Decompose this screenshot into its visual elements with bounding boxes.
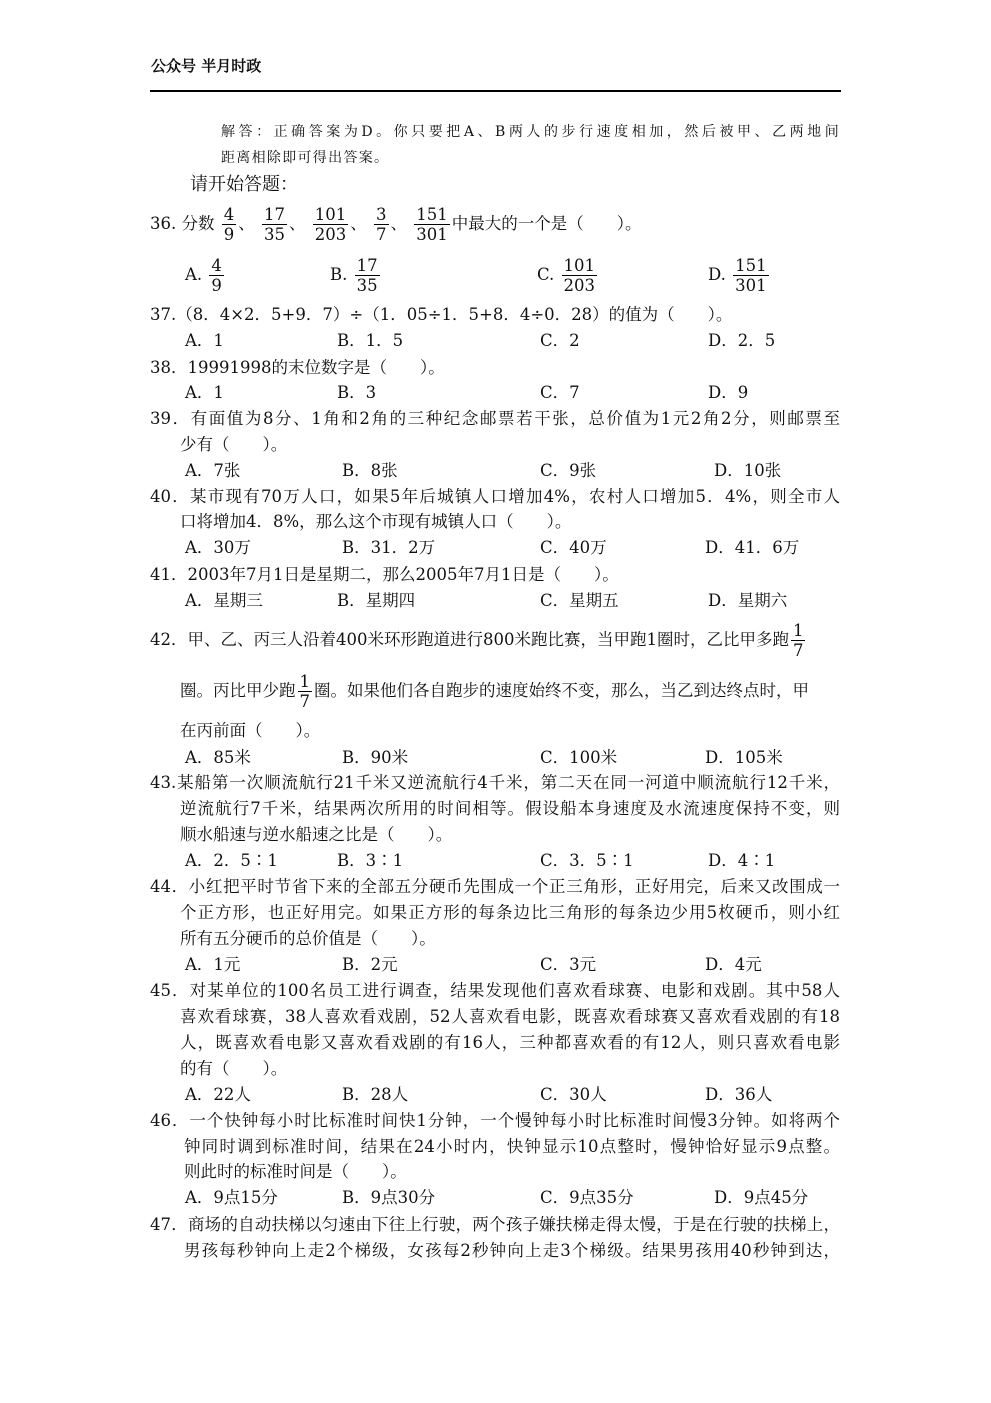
question-38: 38．19991998的末位数字是（ ）。 [150, 358, 445, 377]
question-44-cont: 所有五分硬币的总价值是（ ）。 [180, 929, 436, 948]
text-span [562, 256, 598, 295]
option-a[interactable]: A．30万 [185, 538, 251, 557]
question-39-cont: 少有（ ）。 [180, 435, 288, 454]
intro-text: 请开始答题： [190, 174, 298, 195]
numerator: 3 [376, 205, 387, 224]
option-d[interactable]: D．4∶1 [708, 851, 776, 870]
option-a[interactable]: A．22人 [185, 1085, 251, 1104]
text-span: A. [185, 265, 203, 284]
option-a[interactable] [185, 255, 226, 295]
text-span [355, 256, 380, 295]
option-b[interactable]: B．3∶1 [337, 851, 404, 870]
numerator: 101 [314, 205, 347, 224]
text-span: 、 [390, 214, 407, 233]
fraction [791, 621, 806, 660]
question-47: 47．商场的自动扶梯以匀速由下往上行驶，两个孩子嫌扶梯走得太慢，于是在行驶的扶梯上， [150, 1215, 840, 1234]
question-43-cont: 顺水船速与逆水船速之比是（ ）。 [180, 825, 453, 844]
option-b[interactable]: B．3 [337, 383, 377, 402]
header-title: 公众号 半月时政 [151, 57, 262, 75]
numerator: 17 [356, 256, 378, 275]
question-40-cont: 口将增加4．8%，那么这个市现有城镇人口（ ）。 [180, 512, 572, 531]
option-c[interactable]: C．7 [540, 383, 580, 402]
denominator: 9 [211, 276, 222, 295]
option-a[interactable]: A．2．5∶1 [185, 851, 278, 870]
fraction [222, 205, 237, 244]
option-c[interactable]: C．星期五 [540, 591, 619, 610]
question-42-cont: 在丙前面（ ）。 [180, 721, 321, 740]
numerator: 4 [223, 205, 235, 224]
option-c[interactable]: C．9张 [540, 461, 597, 480]
denominator: 35 [264, 225, 285, 244]
denominator: 7 [376, 225, 387, 244]
question-40: 40．某市现有70万人口，如果5年后城镇人口增加4%，农村人口增加5．4%，则全市人 [150, 487, 840, 506]
question-45: 45．对某单位的100名员工进行调查，结果发现他们喜欢看球赛、电影和戏剧。其中58人 [150, 981, 840, 1000]
text-span: D. [708, 265, 726, 284]
fraction [313, 205, 349, 244]
denominator: 301 [735, 276, 767, 295]
option-b[interactable] [330, 255, 382, 295]
option-b[interactable]: B．1．5 [337, 331, 404, 350]
option-d[interactable]: D．36人 [705, 1085, 773, 1104]
question-41: 41．2003年7月1日是星期二，那么2005年7月1日是（ ）。 [150, 565, 619, 584]
option-c[interactable]: C．3元 [540, 955, 597, 974]
question-39: 39．有面值为8分、1角和2角的三种纪念邮票若干张，总价值为1元2角2分，则邮票至 [150, 409, 840, 428]
option-d[interactable]: D．2．5 [708, 331, 776, 350]
denominator: 301 [416, 225, 448, 244]
denominator: 7 [792, 641, 804, 660]
option-a[interactable]: A．1 [185, 383, 224, 402]
option-c[interactable] [537, 255, 599, 295]
question-text: 中最大的一个是（ ）。 [451, 214, 642, 233]
option-c[interactable]: C．3．5∶1 [540, 851, 634, 870]
fraction [414, 205, 450, 244]
text-span [733, 256, 769, 295]
denominator: 203 [563, 276, 596, 295]
text-span: 、 [289, 214, 306, 233]
option-a[interactable]: A．7张 [185, 461, 241, 480]
option-b[interactable]: B．90米 [342, 748, 409, 767]
numerator: 101 [563, 256, 596, 275]
text-span: B. [330, 265, 348, 284]
numerator: 1 [299, 672, 310, 691]
question-47-cont: 男孩每秒钟向上走2个梯级，女孩每2秒钟向上走3个梯级。结果男孩用40秒钟到达， [184, 1241, 840, 1260]
option-d[interactable]: D．105米 [705, 748, 783, 767]
option-a[interactable]: A．1元 [185, 955, 241, 974]
option-d[interactable] [708, 255, 771, 295]
fraction [262, 205, 287, 244]
question-45-cont: 喜欢看球赛，38人喜欢看戏剧，52人喜欢看电影，既喜欢看球赛又喜欢看戏剧的有18 [180, 1007, 840, 1026]
question-44: 44．小红把平时节省下来的全部五分硬币先围成一个正三角形，正好用完，后来又改围成一 [150, 877, 840, 896]
option-d[interactable]: D．9 [708, 383, 749, 402]
question-46-cont: 钟同时调到标准时间，结果在24小时内，快钟显示10点整时，慢钟恰好显示9点整。 [184, 1137, 840, 1156]
option-b[interactable]: B．31．2万 [342, 538, 436, 557]
text-span [209, 256, 224, 295]
option-d[interactable]: D．9点45分 [714, 1188, 809, 1207]
denominator: 203 [314, 225, 347, 244]
fraction [298, 672, 313, 711]
option-c[interactable]: C．2 [540, 331, 580, 350]
denominator: 9 [223, 225, 235, 244]
numerator: 17 [264, 205, 285, 224]
question-45-cont: 的有（ ）。 [180, 1059, 288, 1078]
option-c[interactable]: C．9点35分 [540, 1188, 634, 1207]
option-b[interactable]: B．2元 [342, 955, 398, 974]
option-c[interactable]: C．30人 [540, 1085, 607, 1104]
text-span: 圈。丙比甲少跑 [180, 681, 296, 700]
question-46-cont: 则此时的标准时间是（ ）。 [184, 1162, 407, 1181]
text-span: 、 [238, 214, 255, 233]
explanation-line: 解答：正确答案为D。你只要把A、B两人的步行速度相加，然后被甲、乙两地间 [221, 124, 840, 140]
numerator: 151 [416, 205, 448, 224]
option-c[interactable]: C．100米 [540, 748, 618, 767]
option-a[interactable]: A．星期三 [185, 591, 263, 610]
question-37: 37.（8．4×2．5+9．7）÷（1．05÷1．5+8．4÷0．28）的值为（ ）。 [150, 305, 733, 324]
option-a[interactable]: A．9点15分 [185, 1188, 278, 1207]
option-d[interactable]: D．4元 [705, 955, 762, 974]
numerator: 151 [735, 256, 767, 275]
header-rule [150, 90, 841, 92]
option-b[interactable]: B．8张 [342, 461, 398, 480]
option-d[interactable]: D．10张 [714, 461, 782, 480]
question-43-cont: 逆流航行7千米，结果两次所用的时间相等。假设船本身速度及水流速度保持不变，则 [180, 799, 840, 818]
text-span: 圈。如果他们各自跑步的速度始终不变，那么，当乙到达终点时，甲 [314, 681, 809, 700]
denominator: 7 [299, 692, 310, 711]
explanation-line: 距离相除即可得出答案。 [221, 150, 390, 166]
option-a[interactable]: A．1 [185, 331, 224, 350]
text-span: 42．甲、乙、丙三人沿着400米环形跑道进行800米跑比赛，当甲跑1圈时，乙比甲多跑 [150, 630, 789, 649]
question-44-cont: 个正方形，也正好用完。如果正方形的每条边比三角形的每条边少用5枚硬币，则小红 [180, 903, 840, 922]
option-b[interactable]: B．28人 [342, 1085, 409, 1104]
question-43: 43.某船第一次顺流航行21千米又逆流航行4千米，第二天在同一河道中顺流航行12千米， [150, 773, 840, 792]
option-d[interactable]: D．41．6万 [705, 538, 800, 557]
numerator: 4 [211, 256, 222, 275]
question-42-cont [180, 671, 809, 711]
option-a[interactable]: A．85米 [185, 748, 251, 767]
question-46: 46．一个快钟每小时比标准时间快1分钟，一个慢钟每小时比标准时间慢3分钟。如将两个 [150, 1111, 840, 1130]
option-d[interactable]: D．星期六 [708, 591, 788, 610]
question-42 [150, 620, 807, 660]
text-span: 、 [350, 214, 367, 233]
text-span: C. [537, 265, 555, 284]
question-45-cont: 人，既喜欢看电影又喜欢看戏剧的有16人，三种都喜欢看的有12人，则只喜欢看电影 [180, 1033, 840, 1052]
numerator: 1 [792, 621, 804, 640]
option-b[interactable]: B．星期四 [337, 591, 416, 610]
question-36 [150, 204, 642, 244]
question-text: 36. 分数 [150, 214, 215, 233]
option-c[interactable]: C．40万 [540, 538, 607, 557]
fraction [374, 205, 389, 244]
denominator: 35 [356, 276, 378, 295]
option-b[interactable]: B．9点30分 [342, 1188, 436, 1207]
